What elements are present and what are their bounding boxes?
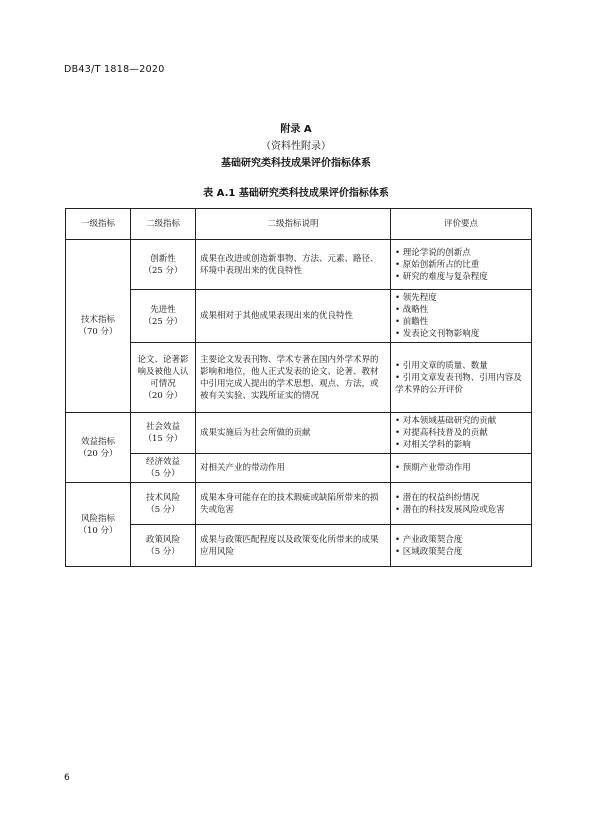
level2-cell xyxy=(131,483,196,525)
level2-cell xyxy=(131,454,196,483)
table-row xyxy=(66,483,532,525)
annex-title: 附录 A xyxy=(280,124,312,135)
header-key-points: 评价要点 xyxy=(391,209,532,240)
description-cell: 成果本身可能存在的技术瑕疵或缺陷所带来的损失或危害 xyxy=(196,483,391,525)
level2-name: 经济效益 xyxy=(145,457,180,467)
level2-name: 技术风险 xyxy=(145,492,180,503)
points-cell xyxy=(391,240,532,290)
point-item: • 引用文章的质量、数量 xyxy=(395,360,527,372)
level2-score: （15 分） xyxy=(143,434,183,444)
description-cell: 成果与政策匹配程度以及政策变化所带来的成果应用风险 xyxy=(196,525,391,567)
table-row xyxy=(66,290,532,343)
document-code: DB43/T 1818—2020 xyxy=(64,64,165,75)
description-cell: 成果实施后为社会所做的贡献 xyxy=(196,413,391,454)
point-item: • 潜在的科技发展风险或危害 xyxy=(395,504,527,516)
point-item: • 引用文章发表刊物、引用内容及学术界的公开评价 xyxy=(395,372,527,396)
points-cell xyxy=(391,290,532,343)
level1-score: （70 分） xyxy=(78,327,118,337)
table-row xyxy=(66,525,532,567)
level1-cell xyxy=(66,413,131,483)
points-cell xyxy=(391,413,532,454)
table-row xyxy=(66,454,532,483)
level2-name: 政策风险 xyxy=(145,534,180,545)
evaluation-index-table xyxy=(65,208,532,567)
annex-name: 基础研究类科技成果评价指标体系 xyxy=(221,158,371,169)
level2-name: 社会效益 xyxy=(145,422,180,432)
point-item: • 预期产业带动作用 xyxy=(395,462,527,474)
level1-score: （10 分） xyxy=(78,525,118,536)
point-item: • 理论学说的创新点 xyxy=(395,247,527,259)
point-item: • 对提高科技普及的贡献 xyxy=(395,427,527,439)
point-item: • 研究的难度与复杂程度 xyxy=(395,271,527,283)
level2-cell xyxy=(131,240,196,290)
points-cell xyxy=(391,525,532,567)
level1-name: 技术指标 xyxy=(80,315,115,325)
description-cell: 对相关产业的带动作用 xyxy=(196,454,391,483)
page-number: 6 xyxy=(64,773,70,783)
header-level1: 一级指标 xyxy=(66,209,131,240)
table-caption: 表 A.1 基础研究类科技成果评价指标体系 xyxy=(203,188,389,199)
table-row xyxy=(66,413,532,454)
level2-cell xyxy=(131,290,196,343)
point-item: • 对相关学科的影响 xyxy=(395,439,527,451)
annex-subtitle: （资料性附录） xyxy=(261,141,331,152)
points-cell xyxy=(391,454,532,483)
description-cell: 主要论文发表刊物、学术专著在国内外学术界的影响和地位，他人正式发表的论文、论著、教材中引用完成人提出的学术思想、观点、方法，或被有关实验、实践所证实的情况 xyxy=(196,343,391,413)
level2-name: 先进性 xyxy=(150,305,176,315)
point-item: • 对本领域基础研究的贡献 xyxy=(395,415,527,427)
header-description: 二级指标说明 xyxy=(196,209,391,240)
point-item: • 前瞻性 xyxy=(395,316,527,328)
point-item: • 发表论文刊物影响度 xyxy=(395,328,527,340)
table-header-row xyxy=(66,209,532,240)
level2-name: 论文、论著影响及被他人认可情况 xyxy=(137,354,189,389)
description-cell: 成果在改进或创造新事物、方法、元素、路径、环境中表现出来的优良特性 xyxy=(196,240,391,290)
table-row xyxy=(66,343,532,413)
description-cell: 成果相对于其他成果表现出来的优良特性 xyxy=(196,290,391,343)
level2-score: （20 分） xyxy=(143,390,183,401)
level2-cell xyxy=(131,343,196,413)
point-item: • 产业政策契合度 xyxy=(395,534,527,546)
point-item: • 领先程度 xyxy=(395,292,527,304)
points-cell xyxy=(391,343,532,413)
level2-score: （25 分） xyxy=(143,317,183,327)
level1-name: 效益指标 xyxy=(80,436,115,447)
point-item: • 潜在的权益纠纷情况 xyxy=(395,492,527,504)
level2-score: （25 分） xyxy=(143,265,183,276)
point-item: • 战略性 xyxy=(395,304,527,316)
level1-score: （20 分） xyxy=(78,448,118,459)
level2-score: （5 分） xyxy=(146,546,180,557)
level2-cell xyxy=(131,525,196,567)
point-item: • 原始创新所占的比重 xyxy=(395,259,527,271)
table-row xyxy=(66,240,532,290)
level2-score: （5 分） xyxy=(146,469,180,479)
level2-cell xyxy=(131,413,196,454)
level1-cell xyxy=(66,240,131,413)
level2-name: 创新性 xyxy=(150,253,176,264)
level1-cell xyxy=(66,483,131,567)
header-level2: 二级指标 xyxy=(131,209,196,240)
level1-name: 风险指标 xyxy=(80,513,115,524)
point-item: • 区域政策契合度 xyxy=(395,546,527,558)
level2-score: （5 分） xyxy=(146,504,180,515)
points-cell xyxy=(391,483,532,525)
